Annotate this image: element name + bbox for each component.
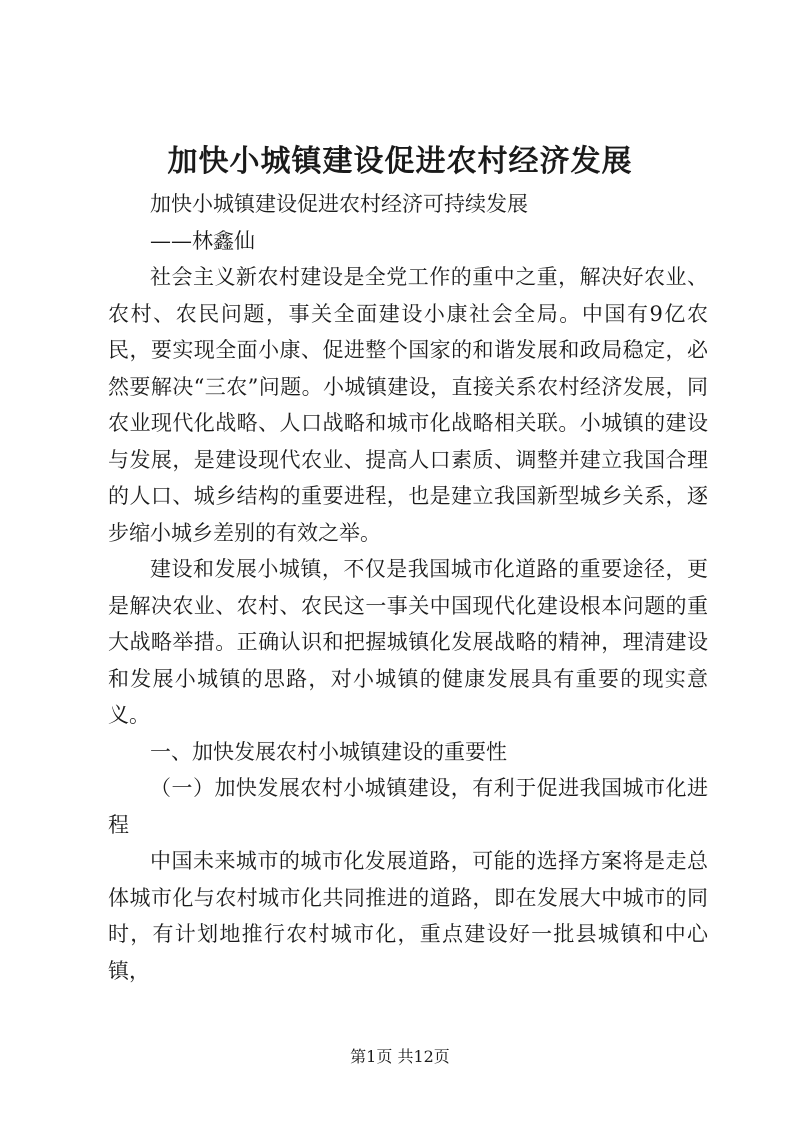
author-line: ——林鑫仙 <box>150 228 255 253</box>
subtitle-paragraph: 加快小城镇建设促进农村经济可持续发展 <box>150 192 528 216</box>
body-paragraph: 建设和发展小城镇，不仅是我国城市化道路的重要途径，更是解决农业、农村、农民这一事关中国现代化建设根本问题的重大战略举措。正确认识和把握城镇化发展战略的精神，理清建设和发展小城镇的思路，对小城镇的健康发展具有重要的现实意义。 <box>108 557 708 727</box>
body-paragraph: 中国未来城市的城市化发展道路，可能的选择方案将是走总体城市化与农村城市化共同推进的道路，即在发展大中城市的同时，有计划地推行农村城市化，重点建设好一批县城镇和中心镇， <box>108 849 708 983</box>
page-number-footer: 第1页 共12页 <box>350 1047 450 1066</box>
subsection-heading: （一）加快发展农村小城镇建设，有利于促进我国城市化进程 <box>108 776 708 837</box>
document-body <box>108 186 708 989</box>
document-title: 加快小城镇建设促进农村经济发展 <box>167 144 633 179</box>
section-heading: 一、加快发展农村小城镇建设的重要性 <box>150 739 507 764</box>
body-paragraph: 社会主义新农村建设是全党工作的重中之重，解决好农业、农村、农民问题，事关全面建设小康社会全局。中国有9亿农民，要实现全面小康、促进整个国家的和谐发展和政局稳定，必然要解决“三农”问题。小城镇建设，直接关系农村经济发展，同农业现代化战略、人口战略和城市化战略相关联。小城镇的建设与发展，是建设现代农业、提高人口素质、调整并建立我国合理的人口、城乡结构的重要进程，也是建立我国新型城乡关系，逐步缩小城乡差别的有效之举。 <box>108 265 708 545</box>
